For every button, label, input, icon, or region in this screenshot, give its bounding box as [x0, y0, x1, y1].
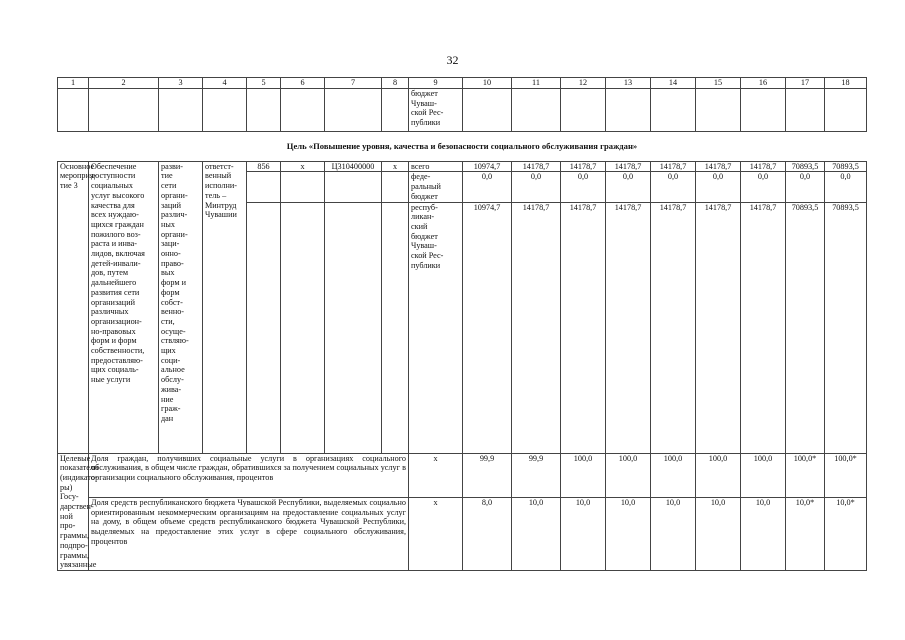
value-cell: 10,0	[561, 497, 606, 570]
source-cell: бюджет Чуваш- ской Рес- публики	[409, 89, 463, 132]
indicator-row	[58, 497, 867, 570]
empty-cell	[247, 172, 281, 202]
header-cell: 16	[741, 78, 786, 89]
value-cell: 14178,7	[741, 202, 786, 453]
value-cell: 0,0	[741, 172, 786, 202]
value-cell: 0,0	[463, 172, 512, 202]
csr-code: Ц310400000	[325, 161, 382, 172]
carryover-row	[58, 89, 867, 132]
grbs-code: 856	[247, 161, 281, 172]
empty-cell	[203, 89, 247, 132]
value-cell: 99,9	[463, 453, 512, 497]
value-cell: 10,0	[512, 497, 561, 570]
value-cell: 14178,7	[512, 161, 561, 172]
indicator-mark: х	[409, 453, 463, 497]
value-cell: 0,0	[512, 172, 561, 202]
value-cell: 100,0	[696, 453, 741, 497]
header-cell: 18	[825, 78, 867, 89]
goal-row	[58, 132, 867, 162]
value-cell: 0,0	[561, 172, 606, 202]
value-cell: 100,0	[561, 453, 606, 497]
header-cell: 5	[247, 78, 281, 89]
source-name: всего	[409, 161, 463, 172]
goal-title: Цель «Повышение уровня, качества и безопасности социального обслуживания граждан»	[58, 132, 867, 162]
header-cell: 17	[786, 78, 825, 89]
header-row	[58, 78, 867, 89]
value-cell: 100,0	[651, 453, 696, 497]
header-cell: 1	[58, 78, 89, 89]
empty-cell	[325, 89, 382, 132]
value-cell: 10,0	[696, 497, 741, 570]
empty-cell	[561, 89, 606, 132]
header-cell: 7	[325, 78, 382, 89]
indicators-label: Целевые показатели (индикато- ры) Госу- дарствен- ной про- граммы, подпро- граммы, увязанные	[58, 453, 89, 570]
indicator-mark: х	[409, 497, 463, 570]
value-cell: 14178,7	[696, 202, 741, 453]
measure-name: Основное мероприя- тие 3	[58, 161, 89, 453]
empty-cell	[281, 202, 325, 453]
value-cell: 10974,7	[463, 202, 512, 453]
value-cell: 100,0	[606, 453, 651, 497]
value-cell: 0,0	[786, 172, 825, 202]
empty-cell	[825, 89, 867, 132]
indicator-text: Доля граждан, получивших социальные услуги в организациях социального обслуживания, в общем числе граждан, обратившихся за получением социальных услуг в организации социального обслуживания, процентов	[89, 453, 409, 497]
page-number: 32	[446, 53, 459, 67]
value-cell: 14178,7	[561, 161, 606, 172]
empty-cell	[696, 89, 741, 132]
table-body	[58, 78, 867, 571]
empty-cell	[382, 89, 409, 132]
measure-executor: ответст- венный исполни- тель – Минтруд Чувашии	[203, 161, 247, 453]
header-cell: 14	[651, 78, 696, 89]
indicator-text: Доля средств республиканского бюджета Чувашской Республики, выделяемых социально ориентированным некоммерческим организациям на предоставление социальных услуг на дому, в общем объеме средств республиканского бюджета Чувашской Республики, выделяемых на предоставление этих услуг в сфере социального обслуживания, процентов	[89, 497, 409, 570]
header-cell: 10	[463, 78, 512, 89]
rzpr-code: х	[281, 161, 325, 172]
program-table	[57, 77, 867, 571]
empty-cell	[247, 89, 281, 132]
value-cell: 10,0	[606, 497, 651, 570]
empty-cell	[58, 89, 89, 132]
header-cell: 2	[89, 78, 159, 89]
source-name: респуб- ликан- ский бюджет Чуваш- ской Рес- публики	[409, 202, 463, 453]
value-cell: 10,0	[741, 497, 786, 570]
header-cell: 11	[512, 78, 561, 89]
empty-cell	[786, 89, 825, 132]
empty-cell	[247, 202, 281, 453]
value-cell: 0,0	[651, 172, 696, 202]
header-cell: 15	[696, 78, 741, 89]
empty-cell	[159, 89, 203, 132]
empty-cell	[89, 89, 159, 132]
source-name: феде- ральный бюджет	[409, 172, 463, 202]
empty-cell	[512, 89, 561, 132]
value-cell: 100,0	[741, 453, 786, 497]
header-cell: 4	[203, 78, 247, 89]
value-cell: 99,9	[512, 453, 561, 497]
empty-cell	[382, 202, 409, 453]
value-cell: 100,0*	[786, 453, 825, 497]
value-cell: 100,0*	[825, 453, 867, 497]
value-cell: 8,0	[463, 497, 512, 570]
measure-row	[58, 161, 867, 172]
value-cell: 70893,5	[786, 161, 825, 172]
value-cell: 14178,7	[606, 161, 651, 172]
header-cell: 12	[561, 78, 606, 89]
value-cell: 14178,7	[741, 161, 786, 172]
value-cell: 70893,5	[825, 202, 867, 453]
value-cell: 10,0	[651, 497, 696, 570]
value-cell: 14178,7	[696, 161, 741, 172]
value-cell: 14178,7	[651, 161, 696, 172]
value-cell: 14178,7	[651, 202, 696, 453]
empty-cell	[281, 89, 325, 132]
empty-cell	[741, 89, 786, 132]
value-cell: 10,0*	[825, 497, 867, 570]
header-cell: 13	[606, 78, 651, 89]
empty-cell	[281, 172, 325, 202]
value-cell: 14178,7	[512, 202, 561, 453]
empty-cell	[651, 89, 696, 132]
empty-cell	[382, 172, 409, 202]
value-cell: 0,0	[696, 172, 741, 202]
value-cell: 70893,5	[825, 161, 867, 172]
empty-cell	[325, 172, 382, 202]
vr-code: х	[382, 161, 409, 172]
header-cell: 9	[409, 78, 463, 89]
empty-cell	[325, 202, 382, 453]
empty-cell	[463, 89, 512, 132]
value-cell: 70893,5	[786, 202, 825, 453]
empty-cell	[606, 89, 651, 132]
indicator-row	[58, 453, 867, 497]
value-cell: 10,0*	[786, 497, 825, 570]
measure-description: Обеспечение доступности социальных услуг высокого качества для всех нуждаю- щихся граждан пожилого воз- раста и инва- лидов, включая детей-инвали- дов, путем дальнейшего развития сети организаций различных организацион- но-правовых форм и форм собственности, предоставляю- щих социаль- ные услуги	[89, 161, 159, 453]
value-cell: 0,0	[606, 172, 651, 202]
header-cell: 3	[159, 78, 203, 89]
header-cell: 6	[281, 78, 325, 89]
header-cell: 8	[382, 78, 409, 89]
value-cell: 14178,7	[561, 202, 606, 453]
value-cell: 0,0	[825, 172, 867, 202]
value-cell: 10974,7	[463, 161, 512, 172]
measure-result: разви- тие сети органи- заций различ- ных органи- заци- онно- право- вых форм и форм собст- венно- сти, осуще- ствляю- щих соци- альное обслу- жива- ние граж- дан	[159, 161, 203, 453]
value-cell: 14178,7	[606, 202, 651, 453]
